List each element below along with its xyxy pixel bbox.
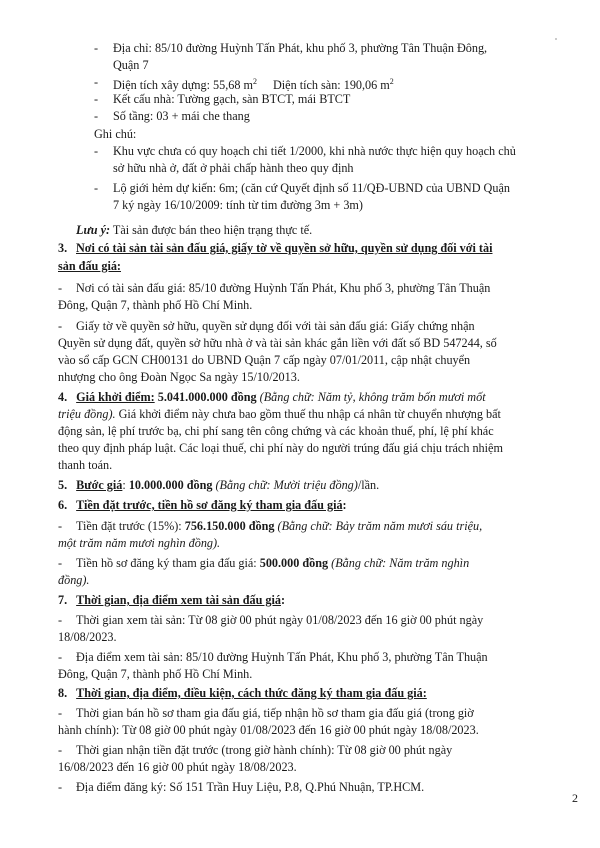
- s7-time-line-1: Thời gian xem tài sản: Từ 08 giờ 00 phút ngày 01/08/2023 đến 16 giờ 00 phút ngày: [76, 613, 484, 627]
- caution-line: [76, 222, 312, 239]
- bullet-dash: -: [58, 519, 63, 533]
- section-5-number: 5.: [58, 478, 68, 492]
- bullet-dash: -: [94, 144, 99, 158]
- property-address-cont: Quận 7: [113, 58, 149, 72]
- fee-amount: 500.000 đồng: [259, 556, 329, 570]
- bullet-dash: -: [58, 780, 63, 794]
- bullet-dash: -: [58, 281, 63, 295]
- s8-deposit-time-line-2: 16/08/2023 đến 16 giờ 00 phút ngày 18/08/2023.: [58, 760, 297, 774]
- bid-step-words: (Bằng chữ: Mười triệu đồng): [215, 478, 358, 492]
- s3-papers-line-2: Quyền sử dụng đất, quyền sở hữu nhà ở và tài sản khác gắn liền với đất số BD 547244, số: [58, 336, 497, 350]
- section-7-number: 7.: [58, 593, 68, 607]
- section-8-line: [58, 685, 427, 702]
- property-structure: Kết cấu nhà: Tường gạch, sàn BTCT, mái BTCT: [113, 92, 351, 106]
- s3-papers-line-4: nhượng cho ông Đoàn Ngọc Sa ngày 15/10/2013.: [58, 370, 300, 384]
- s7-place-line-1: Địa điểm xem tài sản: 85/10 đường Huỳnh Tấn Phát, Khu phố 3, phường Tân Thuận: [76, 650, 488, 664]
- section-6-line: 6. Tiền đặt trước, tiền hồ sơ đăng ký tham gia đấu giá:: [58, 498, 347, 512]
- section-4-number: 4.: [58, 390, 68, 404]
- notes-label: Ghi chú:: [94, 127, 137, 141]
- bullet-dash: -: [58, 319, 63, 333]
- property-address: Địa chỉ: 85/10 đường Huỳnh Tấn Phát, khu phố 3, phường Tân Thuận Đông,: [113, 41, 488, 55]
- s8-sale-line-2: hành chính): Từ 08 giờ 00 phút ngày 01/08/2023 đến 16 giờ 00 phút ngày 18/08/2023.: [58, 723, 479, 737]
- s8-sale-line-1: Thời gian bán hồ sơ tham gia đấu giá, tiếp nhận hồ sơ tham gia đấu giá (trong giờ: [76, 706, 474, 720]
- section-5-line: 5. Bước giá: 10.000.000 đồng (Bằng chữ: Mười triệu đồng)/lần.: [58, 478, 380, 492]
- starting-price-amount: 5.041.000.000 đồng: [157, 390, 257, 404]
- caution-label: Lưu ý:: [76, 223, 111, 237]
- section-6-title: Tiền đặt trước, tiền hồ sơ đăng ký tham gia đấu giá: [76, 498, 343, 512]
- bullet-dash: -: [58, 556, 63, 570]
- section-7-title: Thời gian, địa điểm xem tài sản đấu giá: [76, 593, 281, 607]
- section-8-title: Thời gian, địa điểm, điều kiện, cách thức đăng ký tham gia đấu giá:: [76, 686, 427, 700]
- section-3-number: 3.: [58, 241, 68, 255]
- property-floors: Số tầng: 03 + mái che thang: [113, 109, 250, 123]
- section-5-title: Bước giá: [76, 478, 123, 492]
- section-7-line: 7. Thời gian, địa điểm xem tài sản đấu giá:: [58, 593, 286, 607]
- section-3-title: Nơi có tài sản tài sản đấu giá, giấy tờ về quyền sở hữu, quyền sử dụng đối với tài: [76, 241, 493, 255]
- note-2-line-2: 7 ký ngày 16/10/2009: tính từ tim đường 3m + 3m): [113, 198, 363, 212]
- s3-papers-line-1: Giấy tờ về quyền sở hữu, quyền sử dụng đối với tài sản đấu giá: Giấy chứng nhận: [76, 319, 475, 333]
- bullet-dash: -: [58, 743, 63, 757]
- property-area: Diện tích xây dựng: 55,68 $m^2$ Diện tích sàn: 190,06 $m^2$: [113, 77, 394, 93]
- section-4-line-3: động sản, lệ phí trước bạ, chi phí sang tên công chứng và các khoản thuế, phí, lệ phí khác: [58, 424, 494, 438]
- note-2-line-1: Lộ giới hẻm dự kiến: 6m; (căn cứ Quyết định số 11/QĐ-UBND của UBND Quận: [113, 181, 510, 195]
- page-number: 2: [572, 791, 578, 805]
- s3-location-line-2: Đông, Quận 7, thành phố Hồ Chí Minh.: [58, 298, 253, 312]
- bullet-dash: -: [94, 75, 99, 89]
- note-1-line-1: Khu vực chưa có quy hoạch chi tiết 1/2000, khi nhà nước thực hiện quy hoạch chủ: [113, 144, 516, 158]
- bullet-dash: -: [94, 109, 99, 123]
- s8-registration-place: Địa điểm đăng ký: Số 151 Trần Huy Liệu, P.8, Q.Phú Nhuận, TP.HCM.: [76, 780, 425, 794]
- section-8-number: 8.: [58, 686, 68, 700]
- bullet-dash: -: [94, 181, 99, 195]
- caution-text: Tài sản được bán theo hiện trạng thực tế.: [110, 223, 313, 237]
- section-6-number: 6.: [58, 498, 68, 512]
- section-3-title-cont: sản đấu giá:: [58, 259, 121, 273]
- deposit-words-line-2: một trăm năm mươi nghìn đồng).: [58, 536, 221, 550]
- section-4-line-4: theo quy định pháp luật. Các loại thuế, chi phí này do người trúng đấu giá chịu trách nhiệm: [58, 441, 503, 455]
- note-1-line-2: sở hữu nhà ở, đất ở phải chấp hành theo quy định: [113, 161, 354, 175]
- bullet-dash: -: [58, 650, 63, 664]
- s3-papers-line-3: vào sổ cấp GCN CH00131 do UBND Quận 7 cấp ngày 07/01/2011, cập nhật chuyển: [58, 353, 471, 367]
- starting-price-words: (Bằng chữ: Năm tỷ, không trăm bốn mươi mốt: [259, 390, 486, 404]
- scan-speck: [555, 38, 557, 40]
- s7-place-line-2: Đông, Quận 7, thành phố Hồ Chí Minh.: [58, 667, 253, 681]
- section-4-line-5: thanh toán.: [58, 458, 113, 472]
- s3-location-line-1: Nơi có tài sản đấu giá: 85/10 đường Huỳnh Tấn Phát, Khu phố 3, phường Tân Thuận: [76, 281, 491, 295]
- bullet-dash: -: [94, 41, 99, 55]
- fee-line-1: Tiền hồ sơ đăng ký tham gia đấu giá: 500.000 đồng (Bằng chữ: Năm trăm nghìn: [76, 556, 470, 570]
- section-4-line-2: triệu đồng). Giá khởi điểm này chưa bao gồm thuế thu nhập cá nhân từ chuyển nhượng bất: [58, 407, 501, 421]
- deposit-line-1: Tiền đặt trước (15%): 756.150.000 đồng (Bằng chữ: Bảy trăm năm mươi sáu triệu,: [76, 519, 483, 533]
- section-4-line-1: [58, 389, 486, 406]
- fee-words-line-2: đồng).: [58, 573, 90, 587]
- s7-time-line-2: 18/08/2023.: [58, 630, 117, 644]
- s8-deposit-time-line-1: Thời gian nhận tiền đặt trước (trong giờ hành chính): Từ 08 giờ 00 phút ngày: [76, 743, 453, 757]
- bid-step-amount: 10.000.000 đồng: [128, 478, 213, 492]
- bullet-dash: -: [58, 613, 63, 627]
- bullet-dash: -: [94, 92, 99, 106]
- bullet-dash: -: [58, 706, 63, 720]
- deposit-amount: 756.150.000 đồng: [184, 519, 275, 533]
- section-4-title: Giá khởi điểm:: [76, 390, 155, 404]
